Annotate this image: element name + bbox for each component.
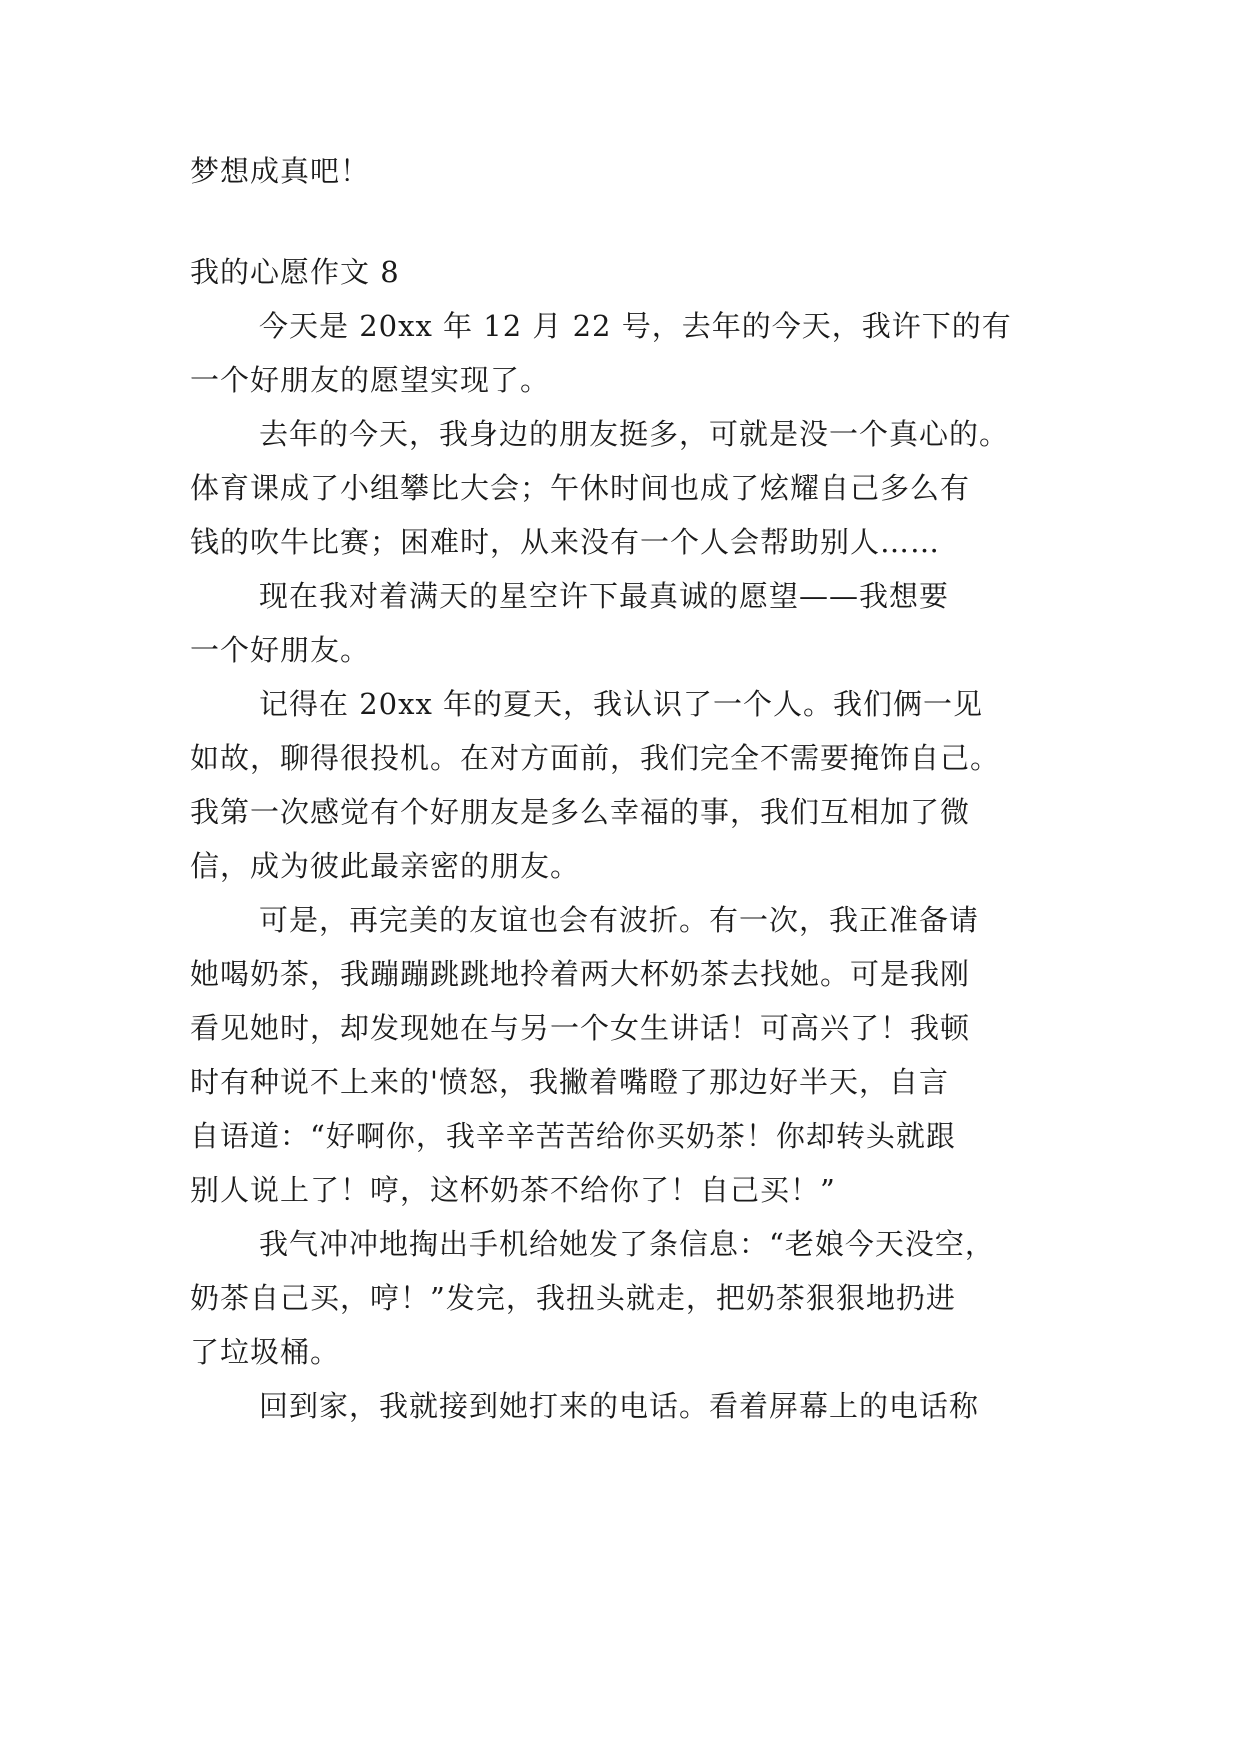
text-line: 我气冲冲地掏出手机给她发了条信息：“老娘今天没空， (259, 1227, 995, 1261)
text-line: 一个好朋友。 (190, 633, 371, 667)
text-line: 今天是 20xx 年 12 月 22 号，去年的今天，我许下的有 (259, 309, 1012, 343)
text-line: 自语道：“好啊你，我辛辛苦苦给你买奶茶！你却转头就跟 (190, 1119, 956, 1153)
text-line: 了垃圾桶。 (190, 1335, 341, 1369)
text-line: 钱的吹牛比赛；困难时，从来没有一个人会帮助别人…… (190, 525, 941, 559)
text-line: 我第一次感觉有个好朋友是多么幸福的事，我们互相加了微 (190, 795, 971, 829)
text-line: 别人说上了！哼，这杯奶茶不给你了！自己买！” (190, 1173, 836, 1207)
closing-line: 梦想成真吧！ (190, 154, 371, 188)
text-line: 去年的今天，我身边的朋友挺多，可就是没一个真心的。 (259, 417, 1010, 451)
text-line: 现在我对着满天的星空许下最真诚的愿望——我想要 (259, 579, 950, 613)
text-line: 信，成为彼此最亲密的朋友。 (190, 849, 581, 883)
text-line: 看见她时，却发现她在与另一个女生讲话！可高兴了！我顿 (190, 1011, 971, 1045)
text-line: 时有种说不上来的'愤怒，我撇着嘴瞪了那边好半天，自言 (190, 1065, 949, 1099)
text-line: 奶茶自己买，哼！”发完，我扭头就走，把奶茶狠狠地扔进 (190, 1281, 956, 1315)
essay-title: 我的心愿作文 8 (190, 255, 400, 289)
text-line: 她喝奶茶，我蹦蹦跳跳地拎着两大杯奶茶去找她。可是我刚 (190, 957, 971, 991)
text-line: 体育课成了小组攀比大会；午休时间也成了炫耀自己多么有 (190, 471, 971, 505)
text-line: 一个好朋友的愿望实现了。 (190, 363, 551, 397)
text-line: 如故，聊得很投机。在对方面前，我们完全不需要掩饰自己。 (190, 741, 1001, 775)
text-line: 记得在 20xx 年的夏天，我认识了一个人。我们俩一见 (259, 687, 984, 721)
text-line: 可是，再完美的友谊也会有波折。有一次，我正准备请 (259, 903, 980, 937)
text-line: 回到家，我就接到她打来的电话。看着屏幕上的电话称 (259, 1389, 980, 1423)
